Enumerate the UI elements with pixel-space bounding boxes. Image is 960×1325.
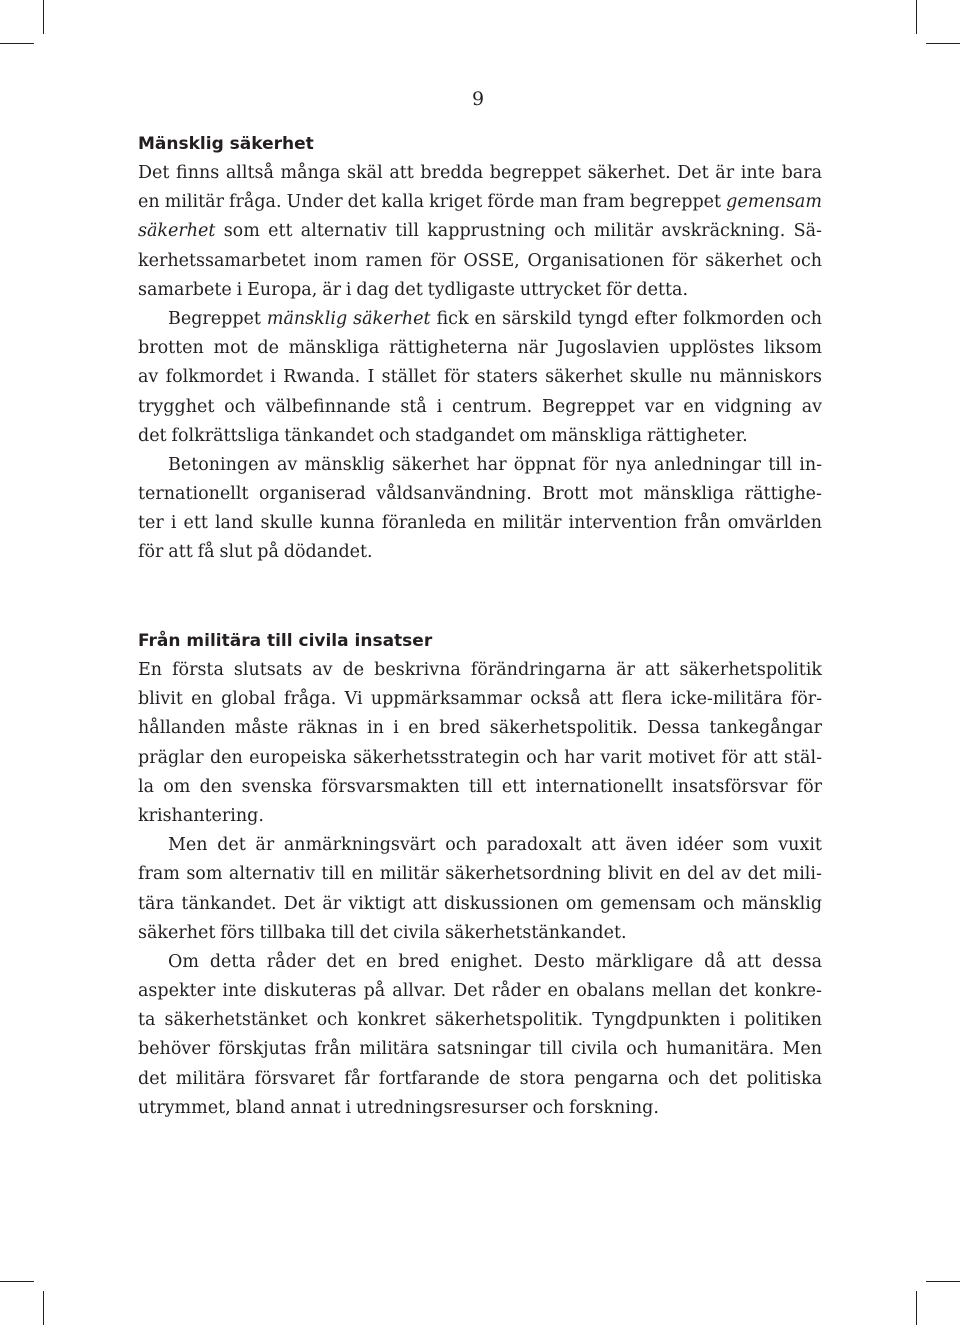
text-line: tära tänkandet. Det är viktigt att diskussionen om gemensam och mänsklig	[138, 893, 823, 914]
text-line: Om detta råder det en bred enighet. Desto märkligare då att dessa	[168, 951, 823, 972]
text-line: det folkrättsliga tänkandet och stadgandet om mänskliga rättigheter.	[138, 425, 748, 446]
text-line: Det finns alltså många skäl att bredda begreppet säkerhet. Det är inte bara	[138, 163, 823, 183]
crop-mark	[0, 1281, 34, 1282]
section-heading: Mänsklig säkerhet	[138, 134, 314, 154]
section-fran-militara-till-civila	[138, 627, 822, 1123]
text-line: krishantering.	[138, 805, 264, 826]
text-line: ta säkerhetstänket och konkret säkerhetspolitik. Tyngdpunkten i politiken	[138, 1010, 822, 1031]
paragraph	[138, 305, 822, 451]
text-line: brotten mot de mänskliga rättigheterna när Jugoslavien upplöstes liksom	[138, 338, 822, 359]
text-line: det militära försvaret får fortfarande de stora pengarna och det politiska	[138, 1068, 823, 1089]
text-line: Men det är anmärkningsvärt och paradoxalt att även idéer som vuxit	[168, 835, 822, 856]
section-body	[138, 159, 822, 568]
paragraph	[138, 656, 822, 831]
text-line: utrymmet, bland annat i utredningsresurser och forskning.	[138, 1097, 659, 1118]
text-line: ter i ett land skulle kunna föranleda en militär intervention från omvärlden	[138, 513, 822, 534]
text-line: säkerhet förs tillbaka till det civila säkerhetstänkandet.	[138, 922, 627, 943]
crop-mark	[43, 1291, 44, 1325]
text-line: kerhetssamarbetet inom ramen för OSSE, Organisationen för säkerhet och	[138, 250, 823, 271]
paragraph	[138, 948, 822, 1123]
text-line: behöver förskjutas från militära satsningar till civila och humanitära. Men	[138, 1039, 823, 1060]
text-line: Betoningen av mänsklig säkerhet har öppnat för nya anledningar till in-	[168, 454, 823, 475]
page-number: 9	[472, 88, 485, 110]
text-line: aspekter inte diskuteras på allvar. Det råder en obalans mellan det konkre-	[138, 981, 822, 1002]
text-line: Begreppet mänsklig säkerhet fick en särskild tyngd efter folkmorden och	[168, 308, 823, 329]
text-line: ternationellt organiserad våldsanvändning. Brott mot mänskliga rättighe-	[138, 484, 822, 505]
section-heading: Från militära till civila insatser	[138, 631, 433, 651]
paragraph	[138, 831, 822, 948]
crop-mark	[43, 0, 44, 34]
crop-mark	[926, 1281, 960, 1282]
crop-mark	[916, 1291, 917, 1325]
paragraph	[138, 451, 822, 568]
section-manskig-sakerhet	[138, 130, 822, 568]
text-line: samarbete i Europa, är i dag det tydligaste uttrycket för detta.	[138, 279, 689, 300]
text-line: av folkmordet i Rwanda. I stället för staters säkerhet skulle nu människors	[138, 367, 822, 388]
text-line: säkerhet som ett alternativ till kapprustning och militär avskräckning. Sä-	[138, 221, 822, 242]
paragraph	[138, 159, 822, 305]
text-line: fram som alternativ till en militär säkerhetsordning blivit en del av det mili-	[138, 864, 822, 885]
text-line: En första slutsats av de beskrivna förändringarna är att säkerhetspolitik	[138, 660, 823, 680]
text-line: för att få slut på dödandet.	[138, 542, 373, 563]
text-line: trygghet och välbefinnande stå i centrum. Begreppet var en vidgning av	[138, 396, 823, 417]
text-line: blivit en global fråga. Vi uppmärksammar också att flera icke-militära för-	[138, 689, 823, 710]
crop-mark	[926, 43, 960, 44]
text-line: en militär fråga. Under det kalla kriget förde man fram begreppet gemensam	[138, 192, 822, 213]
text-line: hållanden måste räknas in i en bred säkerhetspolitik. Dessa tankegångar	[138, 718, 822, 739]
crop-mark	[916, 0, 917, 34]
section-body	[138, 656, 822, 1123]
crop-mark	[0, 43, 34, 44]
text-line: präglar den europeiska säkerhetsstrategin och har varit motivet för att stäl-	[138, 747, 823, 768]
text-line: la om den svenska försvarsmakten till ett internationellt insatsförsvar för	[138, 776, 823, 797]
